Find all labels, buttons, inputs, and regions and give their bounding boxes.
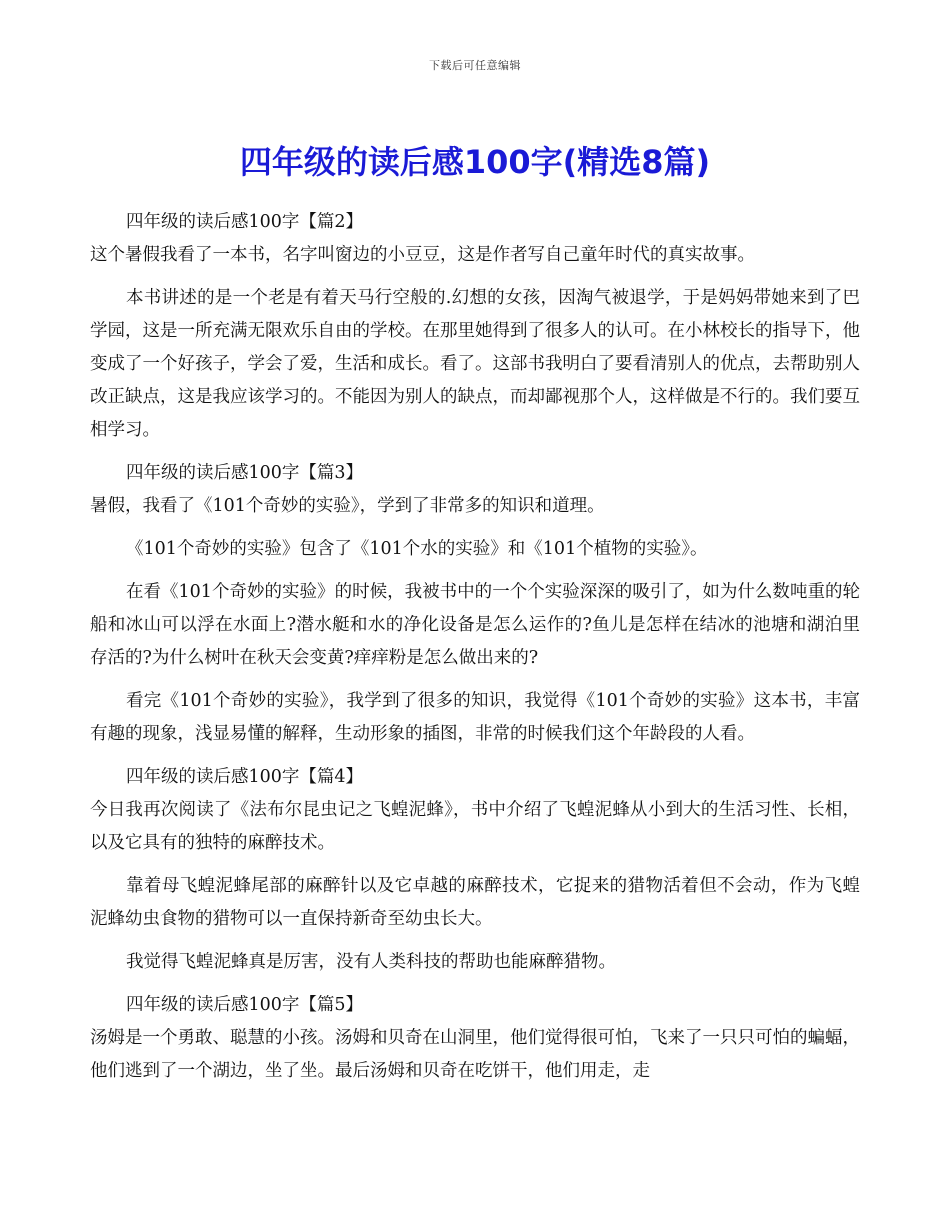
paragraph: 看完《101个奇妙的实验》，我学到了很多的知识，我觉得《101个奇妙的实验》这本书，丰富有趣的现象，浅显易懂的解释，生动形象的插图，非常的时候我们这个年龄段的人看。 <box>90 691 860 744</box>
paragraph: 这个暑假我看了一本书，名字叫窗边的小豆豆，这是作者写自己童年时代的真实故事。 <box>90 245 755 265</box>
paragraph: 在看《101个奇妙的实验》的时候，我被书中的一个个实验深深的吸引了，如为什么数吨重的轮船和冰山可以浮在水面上?潜水艇和水的净化设备是怎么运作的?鱼儿是怎样在结冰的池塘和湖泊里存活的?为什么树叶在秋天会变黄?痒痒粉是怎么做出来的? <box>90 582 860 668</box>
paragraph: 《101个奇妙的实验》包含了《101个水的实验》和《101个植物的实验》。 <box>126 539 708 559</box>
paragraph: 今日我再次阅读了《法布尔昆虫记之飞蝗泥蜂》，书中介绍了飞蝗泥蜂从小到大的生活习性、长相，以及它具有的独特的麻醉技术。 <box>90 800 860 853</box>
paragraph: 汤姆是一个勇敢、聪慧的小孩。汤姆和贝奇在山洞里，他们觉得很可怕，飞来了一只只可怕的蝙蝠，他们逃到了一个湖边，坐了坐。最后汤姆和贝奇在吃饼干，他们用走，走 <box>90 1028 860 1081</box>
paragraph: 本书讲述的是一个老是有着天马行空般的.幻想的女孩，因淘气被退学，于是妈妈带她来到了巴学园，这是一所充满无限欢乐自由的学校。在那里她得到了很多人的认可。在小林校长的指导下，他变成了一个好孩子，学会了爱，生活和成长。看了。这部书我明白了要看清别人的优点，去帮助别人改正缺点，这是我应该学习的。不能因为别人的缺点，而却鄙视那个人，这样做是不行的。我们要互相学习。 <box>90 288 860 440</box>
document-body <box>90 206 860 1098</box>
section-heading: 四年级的读后感100字【篇3】 <box>126 463 364 483</box>
header-note: 下载后可任意编辑 <box>429 59 521 72</box>
section-heading: 四年级的读后感100字【篇4】 <box>126 767 364 787</box>
section-heading: 四年级的读后感100字【篇2】 <box>126 212 364 232</box>
paragraph: 靠着母飞蝗泥蜂尾部的麻醉针以及它卓越的麻醉技术，它捉来的猎物活着但不会动，作为飞蝗泥蜂幼虫食物的猎物可以一直保持新奇至幼虫长大。 <box>90 876 860 929</box>
paragraph: 暑假，我看了《101个奇妙的实验》，学到了非常多的知识和道理。 <box>90 496 605 516</box>
paragraph: 我觉得飞蝗泥蜂真是厉害，没有人类科技的帮助也能麻醉猎物。 <box>126 952 616 972</box>
document-title: 四年级的读后感100字(精选8篇) <box>239 143 711 181</box>
section-heading: 四年级的读后感100字【篇5】 <box>126 995 364 1015</box>
